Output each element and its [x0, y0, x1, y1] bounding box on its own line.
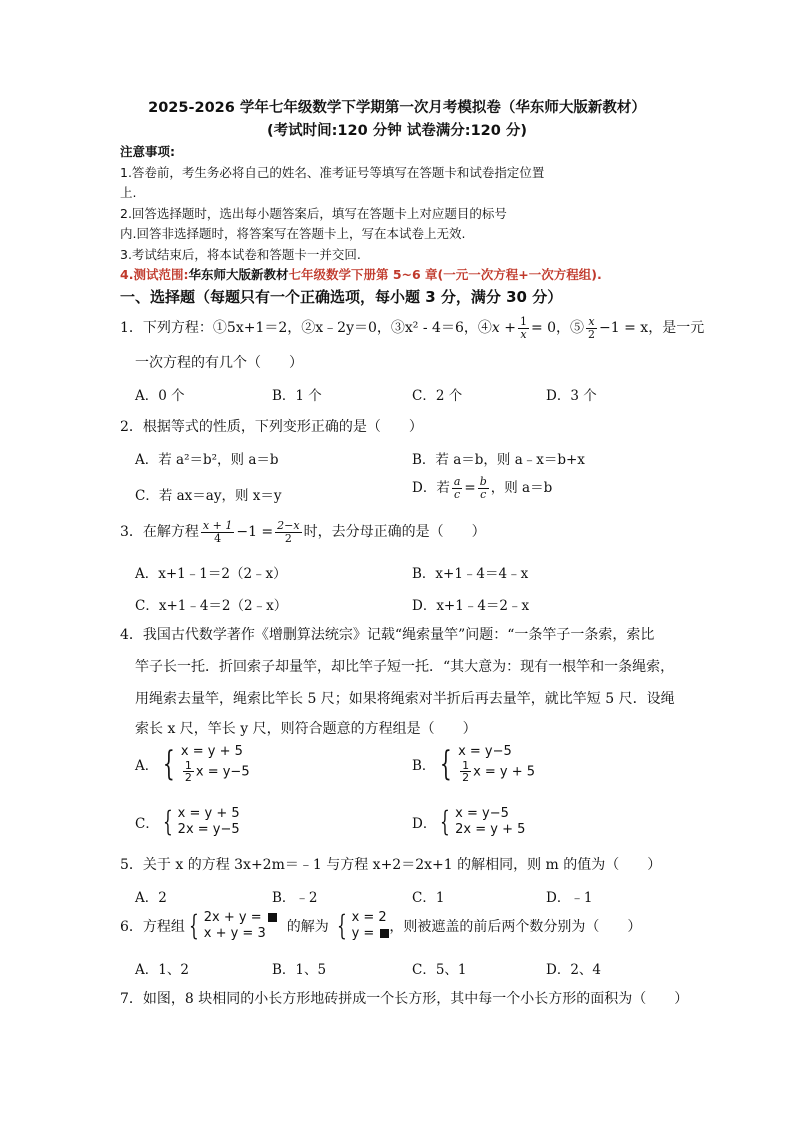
q1-option-a: A．0 个: [135, 388, 185, 404]
q1-frac-1-over-x: [518, 316, 529, 340]
q2-frac-a-over-c: [452, 476, 463, 500]
q2-option-d: [412, 476, 552, 501]
q5-option-a: A．2: [135, 890, 167, 906]
q4-b-frac-den: 2: [462, 771, 470, 785]
q4-a-eq2: x = y−5: [195, 764, 250, 780]
q3-frac-2: [275, 520, 301, 544]
q4-d-label: D．: [412, 815, 437, 832]
q2-d-pre: D．若: [412, 480, 450, 496]
note-4-mid: 华东师大版新教材: [188, 267, 289, 282]
q2-option-a: A．若 a²＝b²，则 a＝b: [135, 452, 279, 468]
q5-option-b: B．﹣2: [272, 890, 318, 906]
q1-frac2-den: 2: [588, 327, 596, 341]
q1-eq5b: −1 = x，是一元: [599, 320, 705, 337]
q2-frac1-num: a: [453, 475, 461, 489]
q1-frac-x-over-2: [586, 316, 597, 340]
q4-line-4: 索长 x 尺，竿长 y 尺，则符合题意的方程组是（ ）: [135, 721, 477, 737]
q4-c-eq2: 2x = y−5: [177, 821, 240, 837]
brace-icon: {: [440, 743, 453, 784]
note-4-prefix: 4.测试范围:: [120, 267, 189, 282]
q1-eq4b: = 0，⑤: [530, 320, 585, 337]
q1-eq4a: x +: [491, 320, 516, 337]
q4-option-d: [412, 806, 525, 837]
q6-option-d: D．2、4: [546, 962, 602, 978]
q7-stem: 7．如图，8 块相同的小长方形地砖拼成一个长方形，其中每一个小长方形的面积为（ ）: [120, 991, 689, 1007]
q4-a-frac-den: 2: [184, 771, 192, 785]
q2-option-c: C．若 ax＝ay，则 x＝y: [135, 488, 282, 504]
q2-d-eq: =: [464, 480, 476, 496]
q4-line-2: 竿子长一托．折回索子却量竿，却比竿子短一托．“其大意为：现有一根竿和一条绳索，: [135, 659, 675, 675]
q4-option-b: [412, 744, 535, 784]
q4-d-eq2: 2x = y + 5: [455, 821, 526, 837]
q4-c-label: C．: [135, 815, 159, 832]
q4-b-eq2: x = y + 5: [473, 764, 536, 780]
q3-frac2-den: 2: [284, 531, 292, 545]
note-2b: 内.回答非选择题时，将答案写在答题卡上，写在本试卷上无效.: [120, 226, 466, 241]
note-1a: 1.答卷前，考生务必将自己的姓名、准考证号等填写在答题卡和试卷指定位置: [120, 165, 545, 180]
q3-option-b: B．x+1﹣4＝4﹣x: [412, 566, 529, 582]
q4-d-eq1: x = y−5: [455, 806, 509, 821]
q1-eq2: x﹣2y＝0，③: [315, 320, 405, 337]
q4-line-1: 4．我国古代数学著作《增删算法统宗》记载“绳索量竿”问题：“一条竿子一条索，索比: [120, 627, 655, 643]
q4-b-frac-num: 1: [462, 758, 470, 772]
q3-pre: 3．在解方程: [120, 524, 199, 541]
q6-sol-eq2: y =: [351, 925, 379, 941]
q2-frac2-num: b: [479, 475, 487, 489]
q3-mid: −1 =: [236, 524, 274, 541]
q1-stem: [120, 316, 704, 340]
brace-icon: {: [188, 908, 199, 942]
q3-frac2-num: 2−x: [277, 519, 300, 532]
q1-frac1-den: x: [520, 327, 527, 341]
q4-option-c: [135, 806, 240, 837]
q3-option-c: C．x+1﹣4＝2（2﹣x）: [135, 598, 288, 614]
exam-subtitle: (考试时间:120 分钟 试卷满分:120 分): [266, 123, 528, 139]
note-4-suffix: 七年级数学下册第 5~6 章(一元一次方程+一次方程组).: [288, 267, 602, 282]
q3-option-d: D．x+1﹣4＝2﹣x: [412, 598, 530, 614]
q3-stem: [120, 520, 486, 544]
q6-stem: [120, 910, 641, 941]
q4-line-3: 用绳索去量竿，绳索比竿长 5 尺；如果将绳索对半折后再去量竿，就比竿短 5 尺．设绳: [135, 691, 675, 707]
q6-pre: 6．方程组: [120, 918, 185, 935]
covered-square-icon: [268, 913, 277, 922]
brace-icon: {: [336, 908, 347, 942]
covered-square-icon: [380, 929, 389, 938]
q3-frac-1: [201, 520, 234, 544]
q2-frac-b-over-c: [478, 476, 489, 500]
brace-icon: {: [163, 743, 176, 784]
note-2a: 2.回答选择题时，选出每小题答案后，填写在答题卡上对应题目的标号: [120, 206, 507, 221]
q6-option-c: C．5、1: [412, 962, 467, 978]
q6-option-b: B．1、5: [272, 962, 327, 978]
q4-b-eq1: x = y−5: [458, 744, 512, 759]
section-1-title: 一、选择题（每题只有一个正确选项，每小题 3 分，满分 30 分）: [120, 288, 563, 306]
q2-stem: 2．根据等式的性质，下列变形正确的是（ ）: [120, 419, 423, 435]
q4-a-eq1: x = y + 5: [180, 744, 243, 759]
note-1b: 上.: [120, 185, 137, 200]
q6-option-a: A．1、2: [135, 962, 189, 978]
q2-frac1-den: c: [454, 488, 461, 501]
q1-stem-line2: 一次方程的有几个（ ）: [135, 355, 303, 371]
q5-option-c: C．1: [412, 890, 445, 906]
q1-option-b: B．1 个: [272, 388, 322, 404]
q1-eq3: x² ‑ 4＝6，④: [404, 320, 492, 337]
q3-option-a: A．x+1﹣1＝2（2﹣x）: [135, 566, 287, 582]
q3-frac1-den: 4: [214, 531, 222, 545]
q1-option-d: D．3 个: [546, 388, 597, 404]
q3-post: 时，去分母正确的是（ ）: [303, 524, 486, 541]
note-4: [120, 265, 602, 283]
brace-icon: {: [162, 804, 173, 838]
note-3: 3.考试结束后，将本试卷和答题卡一并交回.: [120, 247, 361, 262]
q5-option-d: D．﹣1: [546, 890, 593, 906]
q6-post: ，则被遮盖的前后两个数分别为（ ）: [389, 918, 642, 935]
q4-b-label: B．: [412, 757, 436, 774]
q3-frac1-num: x + 1: [202, 519, 233, 532]
notes-heading: 注意事项:: [120, 144, 175, 159]
q4-a-label: A．: [135, 757, 159, 774]
exam-title: 2025-2026 学年七年级数学下学期第一次月考模拟卷（华东师大版新教材）: [148, 100, 646, 116]
q2-option-b: B．若 a＝b，则 a﹣x＝b+x: [412, 452, 585, 468]
q1-frac2-num: x: [588, 315, 595, 328]
q2-d-post: ，则 a＝b: [490, 480, 553, 496]
q4-c-eq1: x = y + 5: [177, 806, 240, 821]
q1-frac1-num: 1: [519, 315, 527, 328]
q1-number: 1．: [120, 320, 143, 337]
q6-sol-eq1: x = 2: [351, 910, 387, 925]
q1-eq1: 5x+1＝2，②: [226, 320, 316, 337]
q1-option-c: C．2 个: [412, 388, 463, 404]
q1-lead: 下列方程：①: [142, 320, 227, 337]
q6-mid: 的解为: [286, 918, 329, 935]
q6-sys-eq2: x + y = 3: [203, 925, 266, 941]
q5-stem: 5．关于 x 的方程 3x+2m＝﹣1 与方程 x+2＝2x+1 的解相同，则 m 的值为（ ）: [120, 857, 662, 873]
brace-icon: {: [440, 804, 451, 838]
q4-a-frac-num: 1: [184, 758, 192, 772]
q4-option-a: [135, 744, 250, 784]
q2-frac2-den: c: [480, 488, 487, 501]
q6-sys-eq1: 2x + y =: [203, 910, 266, 925]
